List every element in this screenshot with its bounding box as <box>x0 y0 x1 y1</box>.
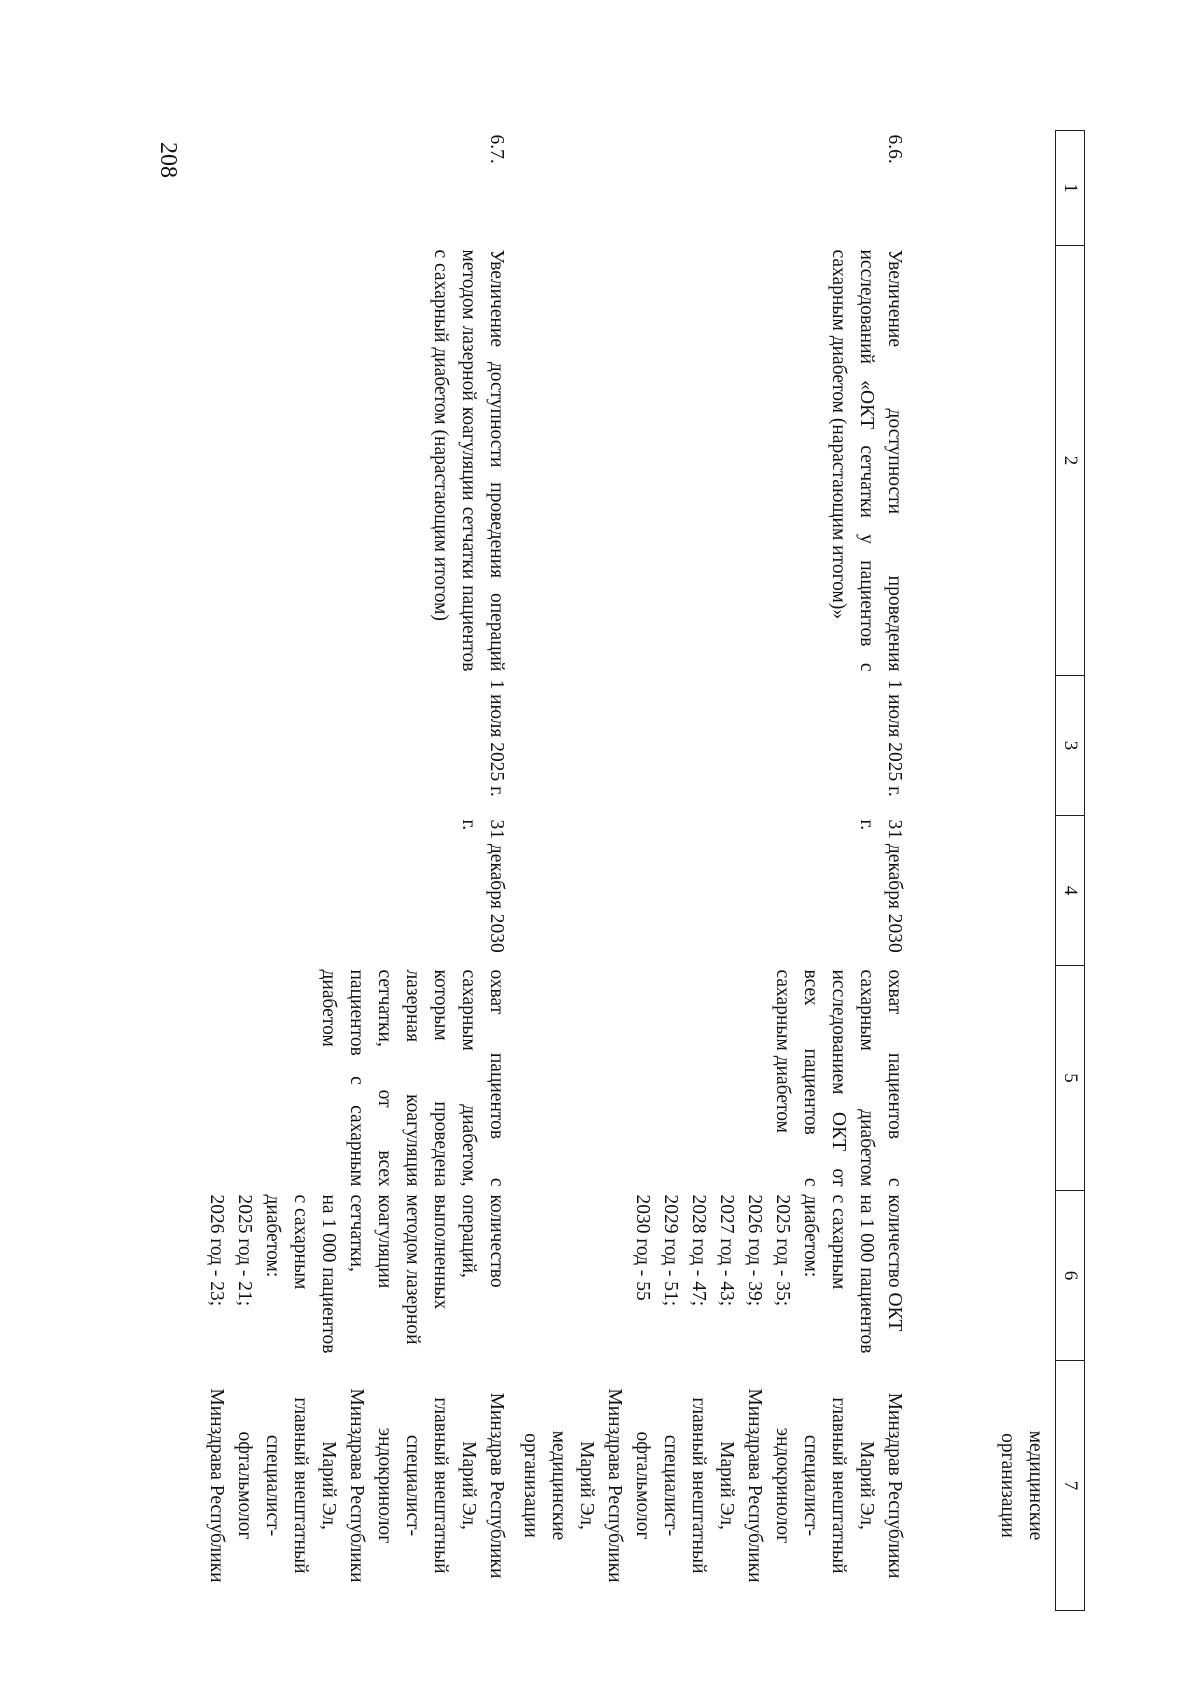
value-line: операций, <box>458 1194 479 1278</box>
responsible-line: специалист- <box>262 1434 283 1537</box>
value-line: 2025 год - 35; <box>772 1194 793 1307</box>
value-line: 2026 год - 23; <box>206 1194 227 1307</box>
start-date: 1 июля 2025 г. <box>884 679 905 797</box>
value-line: диабетом: <box>262 1194 283 1278</box>
table-row <box>180 131 516 1611</box>
responsible-line: главный внештатный <box>430 1397 451 1574</box>
value-line: методом лазерной <box>402 1194 423 1345</box>
value-line: сетчатки, <box>346 1194 367 1272</box>
responsible-line: эндокринолог <box>772 1427 793 1544</box>
responsible-line: офтальмолог <box>234 1431 255 1540</box>
responsible-line: офтальмолог <box>632 1431 653 1540</box>
header-cell: 3 <box>1056 676 1085 816</box>
indicator: охват пациентов с сахарным диабетом, которым проведена лазерная коагуляция сетчатки, от всех пациентов с сахарным диабетом <box>318 969 507 1187</box>
header-cell: 7 <box>1056 1361 1085 1611</box>
responsible-line: Марий Эл, <box>856 1441 877 1530</box>
responsible-line: Марий Эл, <box>716 1441 737 1530</box>
row-number: 6.6. <box>884 134 905 164</box>
rotated-table-container <box>185 130 1085 1610</box>
responsible-line: организации <box>997 1433 1018 1538</box>
end-date: 31 декабря 2030 г. <box>458 819 507 953</box>
header-cell: 6 <box>1056 1191 1085 1361</box>
responsible-line: эндокринолог <box>374 1427 395 1544</box>
value-line: количество ОКТ <box>884 1194 905 1332</box>
responsible-line: главный внештатный <box>290 1397 311 1574</box>
table-row-continuation <box>914 131 1056 1611</box>
start-date: 1 июля 2025 г. <box>486 679 507 797</box>
responsible-line: Минздрава Республики <box>346 1388 367 1583</box>
responsible-line: Минздрав Республики <box>486 1392 507 1579</box>
value-line: 2025 год - 21; <box>234 1194 255 1307</box>
header-cell: 1 <box>1056 131 1085 246</box>
responsible-line: медицинские <box>548 1430 569 1541</box>
responsible-cell <box>516 1361 914 1611</box>
indicator-values <box>180 1191 516 1361</box>
responsible-line: медицинские <box>1025 1430 1046 1541</box>
responsible-line: специалист- <box>402 1434 423 1537</box>
responsible-line: Марий Эл, <box>576 1441 597 1530</box>
responsible-line: специалист- <box>800 1434 821 1537</box>
value-line: выполненных <box>430 1194 451 1310</box>
responsible-line: Марий Эл, <box>318 1441 339 1530</box>
value-line: 2030 год - 55 <box>632 1194 653 1301</box>
measures-table <box>180 130 1085 1611</box>
measure-name: Увеличение доступности проведения исследований «ОКТ сетчатки у пациентов с сахарным диабетом (нарастающим итогом)» <box>828 249 905 672</box>
value-line: 2027 год - 43; <box>716 1194 737 1307</box>
responsible-line: организации <box>520 1433 541 1538</box>
value-line: с сахарным <box>828 1194 849 1290</box>
value-line: на 1 000 пациентов <box>318 1194 339 1354</box>
responsible-line: главный внештатный <box>828 1397 849 1574</box>
responsible-cell <box>180 1361 516 1611</box>
value-line: на 1 000 пациентов <box>856 1194 877 1354</box>
responsible-line: главный внештатный <box>688 1397 709 1574</box>
page-number: 208 <box>155 142 182 178</box>
table-header-row <box>1056 131 1085 1611</box>
responsible-line: специалист- <box>660 1434 681 1537</box>
header-cell: 2 <box>1056 246 1085 676</box>
header-cell: 4 <box>1056 816 1085 966</box>
value-line: 2026 год - 39; <box>744 1194 765 1307</box>
responsible-line: Минздрава Республики <box>604 1388 625 1583</box>
value-line: с сахарным <box>290 1194 311 1290</box>
value-line: 2028 год - 47; <box>688 1194 709 1307</box>
header-cell: 5 <box>1056 966 1085 1191</box>
responsible-line: Минздрав Республики <box>884 1392 905 1579</box>
value-line: 2029 год - 51; <box>660 1194 681 1307</box>
measure-name: Увеличение доступности проведения операций методом лазерной коагуляции сетчатки пациентов с сахарный диабетом (нарастающим итогом) <box>430 249 507 672</box>
table-row <box>516 131 914 1611</box>
responsible-line: Марий Эл, <box>458 1441 479 1530</box>
indicator: охват пациентов с сахарным диабетом исследованием ОКТ от всех пациентов с сахарным диабетом <box>772 969 905 1187</box>
value-line: диабетом: <box>800 1194 821 1278</box>
responsible-cell <box>914 1361 1056 1611</box>
value-line: коагуляции <box>374 1194 395 1289</box>
row-number: 6.7. <box>486 134 507 164</box>
end-date: 31 декабря 2030 г. <box>856 819 905 953</box>
indicator-values <box>516 1191 914 1361</box>
responsible-line: Минздрава Республики <box>744 1388 765 1583</box>
responsible-line: Минздрава Республики <box>206 1388 227 1583</box>
value-line: количество <box>486 1194 507 1288</box>
